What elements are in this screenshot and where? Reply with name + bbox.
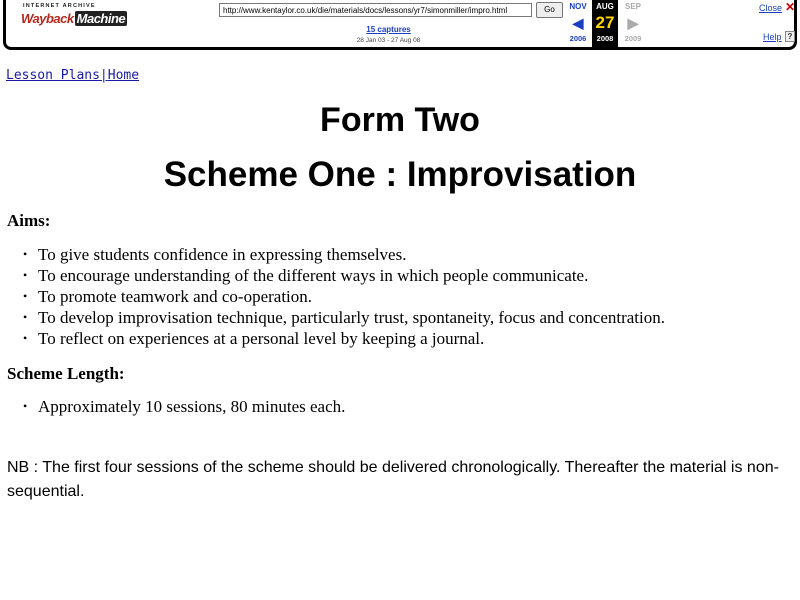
wayback-url-input[interactable]	[219, 3, 532, 17]
wayback-capture-range: 28 Jan 03 - 27 Aug 08	[356, 37, 421, 44]
wayback-logo[interactable]	[21, 3, 126, 39]
logo-word-wayback: Wayback	[21, 11, 74, 26]
wayback-toolbar	[3, 0, 797, 50]
list-item: • Approximately 10 sessions, 80 minutes each.	[23, 396, 345, 417]
current-year-label: 2008	[596, 34, 614, 43]
logo-word-machine: Machine	[76, 11, 126, 26]
logo-internet-archive-text: INTERNET ARCHIVE	[23, 3, 96, 9]
next-month-label: SEP	[624, 2, 641, 11]
wayback-next-capture	[620, 0, 646, 47]
nb-note: NB : The first four sessions of the scheme should be delivered chronologically. Thereafter the material is non-sequential.	[7, 459, 779, 500]
nav-separator: |	[99, 68, 108, 83]
home-link[interactable]: Home	[107, 68, 140, 83]
list-item: • To develop improvisation technique, particularly trust, spontaneity, focus and concentration.	[23, 307, 665, 328]
logo-wayback-machine-text	[21, 11, 126, 27]
prev-arrow-icon[interactable]: ◀	[572, 15, 584, 31]
help-icon[interactable]: ?	[785, 31, 795, 42]
scheme-length-heading: Scheme Length:	[7, 364, 125, 383]
wayback-help-link[interactable]: Help	[763, 32, 782, 42]
aims-list	[23, 244, 665, 349]
prev-year-label[interactable]: 2006	[569, 34, 587, 43]
list-item: • To encourage understanding of the different ways in which people communicate.	[23, 265, 665, 286]
lesson-plans-link[interactable]: Lesson Plans	[6, 68, 100, 83]
current-day-label: 27	[595, 13, 615, 32]
page-subtitle: Scheme One : Improvisation	[163, 155, 637, 194]
breadcrumb	[6, 68, 139, 83]
next-year-label: 2009	[624, 34, 642, 43]
wayback-captures-link[interactable]: 15 captures	[366, 25, 411, 34]
next-arrow-icon: ▶	[627, 15, 639, 31]
list-item: • To promote teamwork and co-operation.	[23, 286, 665, 307]
scheme-length-list	[23, 396, 345, 417]
current-month-label: AUG	[596, 2, 614, 11]
wayback-prev-capture[interactable]	[565, 0, 591, 47]
wayback-go-button[interactable]: Go	[536, 2, 563, 18]
page-title: Form Two	[320, 101, 480, 139]
wayback-close-link[interactable]: Close	[759, 3, 783, 13]
close-icon[interactable]: ✕	[785, 0, 796, 14]
prev-month-label[interactable]: NOV	[569, 2, 587, 11]
list-item: • To give students confidence in expressing themselves.	[23, 244, 665, 265]
list-item: • To reflect on experiences at a personal level by keeping a journal.	[23, 328, 665, 349]
aims-heading: Aims:	[7, 211, 51, 230]
wayback-current-capture	[592, 0, 618, 47]
